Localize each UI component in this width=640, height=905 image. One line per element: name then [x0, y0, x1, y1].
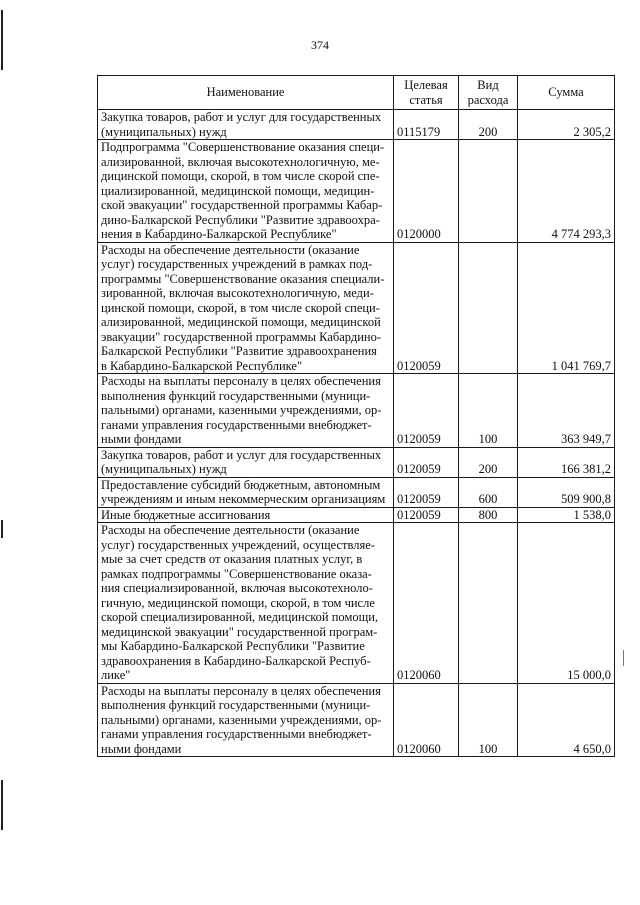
table-row — [98, 683, 615, 757]
row-kind — [459, 523, 518, 684]
table-row — [98, 242, 615, 374]
row-sum: 509 900,8 — [518, 477, 615, 507]
row-code: 0120059 — [394, 374, 459, 448]
header-code — [394, 76, 459, 110]
row-sum: 363 949,7 — [518, 374, 615, 448]
header-code-line2: статья — [409, 92, 443, 107]
row-sum: 4 774 293,3 — [518, 140, 615, 243]
row-name: Расходы на обеспечение деятельности (оказание услуг) государственных учреждений, осуществляе- мые за счет средств от оказания платных услуг, в рамках подпрограммы "Совершенствование оказа- ния специализированной, включая высокотехноло- гичную, медицинской помощи, скорой, в том числе скорой специализированной, медицинской помощи, медицинской эвакуации" государственной програм- мы Кабардино-Балкарской Республики "Развитие здравоохранения в Кабардино-Балкарской Респуб- лике" — [98, 523, 394, 684]
table-row — [98, 140, 615, 243]
row-kind: 100 — [459, 683, 518, 757]
row-name: Закупка товаров, работ и услуг для государственных (муниципальных) нужд — [98, 110, 394, 140]
row-name: Иные бюджетные ассигнования — [98, 507, 394, 523]
row-sum: 1 041 769,7 — [518, 242, 615, 374]
row-code: 0120060 — [394, 683, 459, 757]
page-number: 374 — [311, 38, 329, 52]
row-kind: 200 — [459, 447, 518, 477]
row-name: Подпрограмма "Совершенствование оказания специ- ализированной, включая высокотехнологичную, ме- дицинской помощи, скорой, в том числе скорой спе- циализированной, медицинской помощи, медицин- ской эвакуации" государственной программы Кабар- дино-Балкарской Республики "Развитие здравоохра- нения в Кабардино-Балкарской Республике" — [98, 140, 394, 243]
row-kind: 800 — [459, 507, 518, 523]
scan-speck — [623, 650, 624, 666]
header-row — [98, 76, 615, 110]
header-kind-line1: Вид — [477, 78, 499, 92]
row-kind: 200 — [459, 110, 518, 140]
row-code: 0120000 — [394, 140, 459, 243]
scan-margin-mark — [1, 780, 3, 830]
row-kind: 600 — [459, 477, 518, 507]
table-row — [98, 110, 615, 140]
row-name: Закупка товаров, работ и услуг для государственных (муниципальных) нужд — [98, 447, 394, 477]
row-code: 0120059 — [394, 242, 459, 374]
row-sum: 15 000,0 — [518, 523, 615, 684]
row-code: 0120059 — [394, 447, 459, 477]
row-code: 0120059 — [394, 507, 459, 523]
row-code: 0120059 — [394, 477, 459, 507]
row-name: Расходы на выплаты персоналу в целях обеспечения выполнения функций государственными (муници- пальными) органами, казенными учреждениями, ор- ганами управления государственными внебюджет- ными фондами — [98, 683, 394, 757]
header-code-line1: Целевая — [404, 78, 448, 92]
row-sum: 2 305,2 — [518, 110, 615, 140]
row-kind — [459, 140, 518, 243]
table-body — [98, 110, 615, 757]
header-kind-line2: расхода — [467, 92, 509, 107]
header-sum: Сумма — [518, 76, 615, 110]
table-header — [98, 76, 615, 110]
scan-margin-mark — [1, 520, 3, 538]
row-sum: 166 381,2 — [518, 447, 615, 477]
table-row — [98, 447, 615, 477]
table-row — [98, 477, 615, 507]
budget-table — [97, 75, 615, 757]
row-code: 0115179 — [394, 110, 459, 140]
table-row — [98, 374, 615, 448]
table-row — [98, 523, 615, 684]
row-name: Предоставление субсидий бюджетным, автономным учреждениям и иным некоммерческим организациям — [98, 477, 394, 507]
row-sum: 1 538,0 — [518, 507, 615, 523]
row-code: 0120060 — [394, 523, 459, 684]
row-kind — [459, 242, 518, 374]
row-kind: 100 — [459, 374, 518, 448]
header-kind — [459, 76, 518, 110]
row-name: Расходы на обеспечение деятельности (оказание услуг) государственных учреждений в рамках под- программы "Совершенствование оказания специали- зированной, включая высокотехнологичную, меди- цинской помощи, скорой, в том числе скорой специ- ализированной, медицинской помощи, медицинской эвакуации" государственной программы Кабардино- Балкарской Республики "Развитие здравоохранения в Кабардино-Балкарской Республике" — [98, 242, 394, 374]
table-row — [98, 507, 615, 523]
row-name: Расходы на выплаты персоналу в целях обеспечения выполнения функций государственными (муници- пальными) органами, казенными учреждениями, ор- ганами управления государственными внебюджет- ными фондами — [98, 374, 394, 448]
row-sum: 4 650,0 — [518, 683, 615, 757]
header-name: Наименование — [98, 76, 394, 110]
